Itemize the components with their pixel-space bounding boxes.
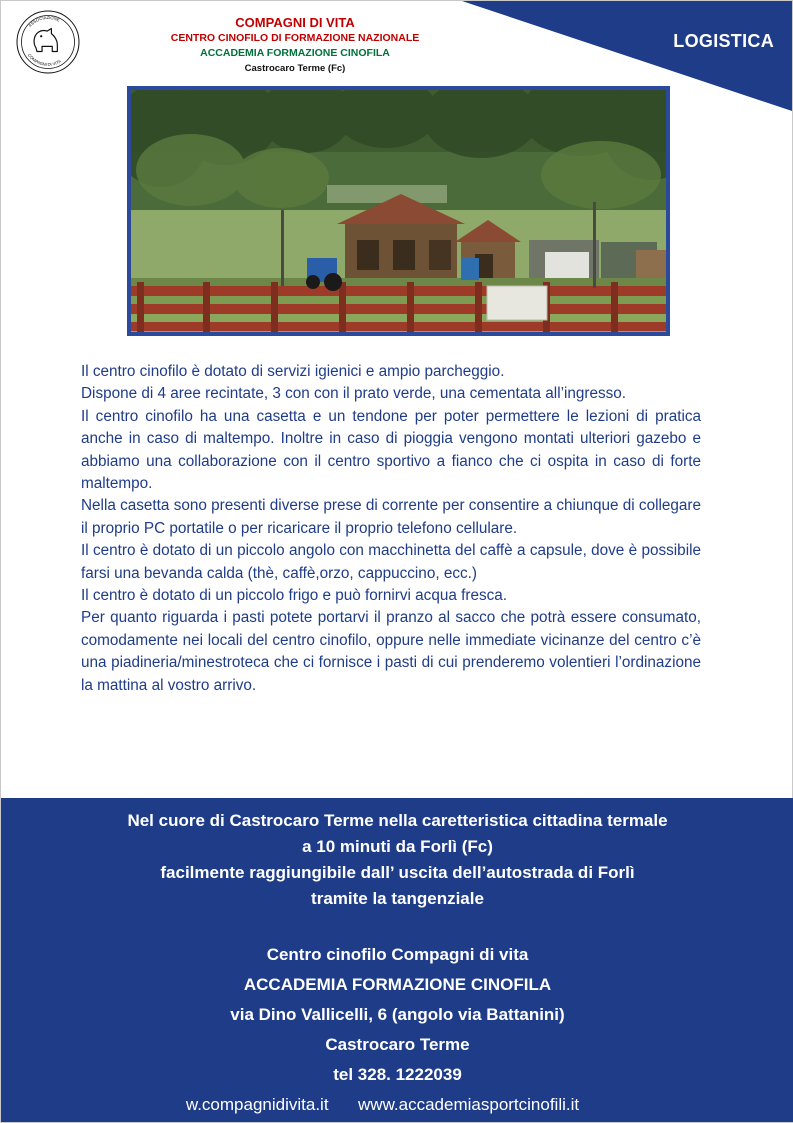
- body-paragraph-1: Il centro cinofilo è dotato di servizi igienici e ampio parcheggio.: [81, 363, 505, 380]
- footer-location-line-1: Nel cuore di Castrocaro Terme nella caretteristica cittadina termale: [127, 811, 668, 830]
- body-paragraph-5: Il centro è dotato di un piccolo angolo con macchinetta del caffè a capsule, dove è possibile farsi una bevanda calda (thè, caffè,orzo, cappuccino, ecc.): [81, 542, 701, 582]
- facility-photo: [131, 90, 666, 332]
- website-link-compagnidivita[interactable]: w.compagnidivita.it: [185, 1095, 329, 1114]
- footer-contact-academy: ACCADEMIA FORMAZIONE CINOFILA: [243, 975, 552, 994]
- body-paragraph-3: Il centro cinofilo ha una casetta e un tendone per poter permettere le lezioni di pratica anche in caso di maltempo. Inoltre in caso di pioggia vengono montati ulteriori gazebo e abbiamo una collaborazione con il centro sportivo a fianco che ci ospita in caso di forte maltempo.: [81, 407, 701, 493]
- body-paragraph-6: Il centro è dotato di un piccolo frigo e può fornirvi acqua fresca.: [81, 587, 508, 605]
- facility-photo-frame: [127, 86, 670, 336]
- compagni-di-vita-logo: [15, 9, 81, 75]
- footer-contact-address: via Dino Vallicelli, 6 (angolo via Battanini): [230, 1005, 565, 1024]
- header-subtitle-academy: ACCADEMIA FORMAZIONE CINOFILA: [200, 47, 390, 59]
- footer-location-line-2: a 10 minuti da Forlì (Fc): [302, 837, 493, 856]
- header-subtitle-national: CENTRO CINOFILO DI FORMAZIONE NAZIONALE: [170, 32, 420, 44]
- svg-text:COMPAGNI DI VITA: COMPAGNI DI VITA: [26, 52, 62, 68]
- website-link-accademiasportcinofili[interactable]: www.accademiasportcinofili.it: [358, 1095, 580, 1114]
- footer-location-info: [1, 808, 793, 912]
- footer-contact-city: Castrocaro Terme: [325, 1035, 470, 1054]
- body-text: [81, 361, 701, 697]
- footer-location-line-4: tramite la tangenziale: [311, 889, 484, 908]
- svg-text:ASSOCIAZIONE: ASSOCIAZIONE: [27, 14, 61, 28]
- footer-block: [1, 798, 793, 1122]
- body-paragraph-4: Nella casetta sono presenti diverse prese di corrente per consentire a chiunque di collegare il proprio PC portatile o per ricaricare il proprio telefono cellulare.: [81, 497, 701, 537]
- footer-contact-info: [1, 940, 793, 1090]
- footer-contact-phone: tel 328. 1222039: [333, 1065, 462, 1084]
- header-location: Castrocaro Terme (Fc): [244, 63, 346, 74]
- footer-websites: [1, 1092, 793, 1118]
- header-title: COMPAGNI DI VITA: [235, 15, 355, 30]
- body-paragraph-7: Per quanto riguarda i pasti potete portarvi il pranzo al sacco che potrà essere consumato, comodamente nei locali del centro cinofilo, oppure nelle immediate vicinanze del centro c’è una piadineria/minestroteca che ci fornisce i pasti di cui prenderemo volentieri l’ordinazione la mattina al vostro arrivo.: [81, 609, 701, 694]
- footer-location-line-3: facilmente raggiungibile dall’ uscita dell’autostrada di Forlì: [160, 863, 635, 882]
- body-paragraph-2: Dispone di 4 aree recintate, 3 con con il prato verde, una cementata all’ingresso.: [81, 385, 627, 403]
- logistica-label: LOGISTICA: [673, 31, 774, 51]
- footer-contact-name: Centro cinofilo Compagni di vita: [266, 945, 529, 964]
- document-header: [85, 15, 505, 76]
